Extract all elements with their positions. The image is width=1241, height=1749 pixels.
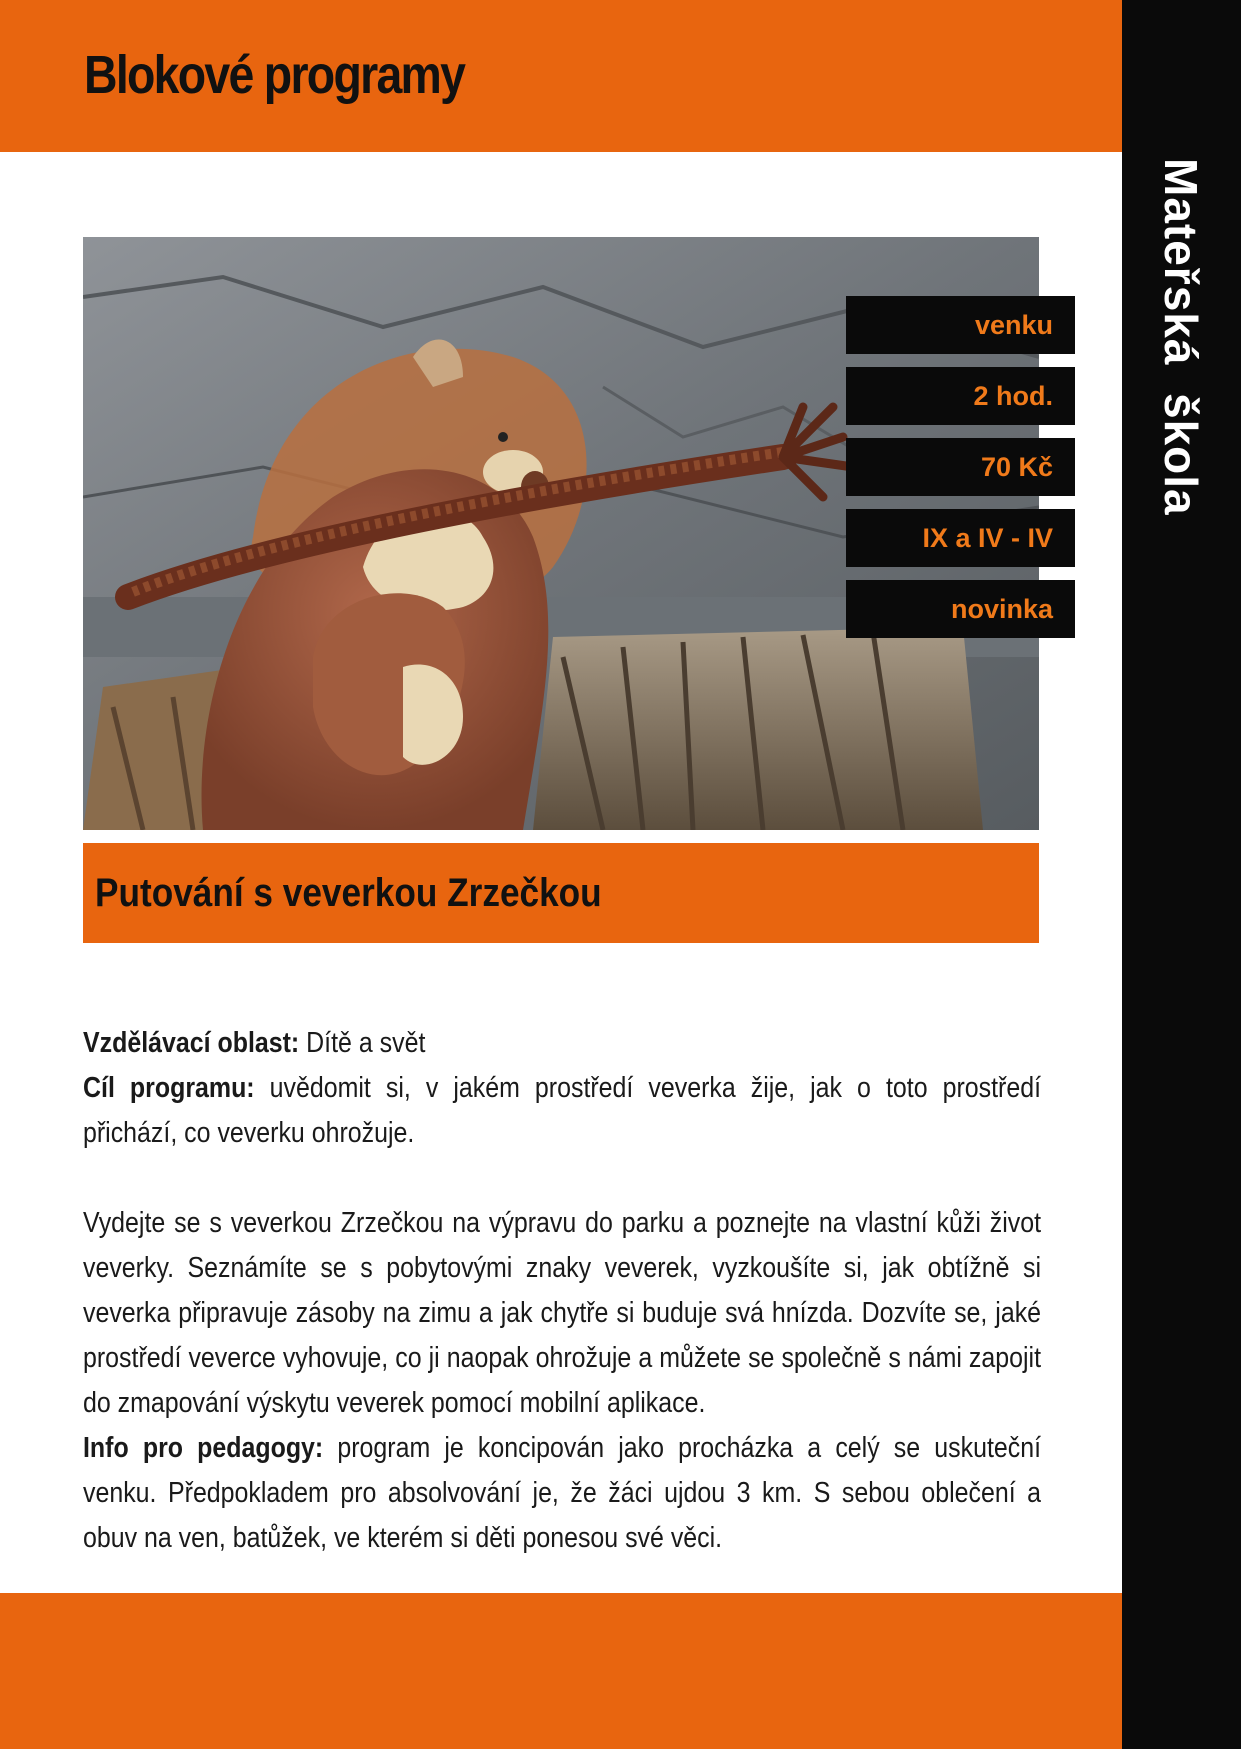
program-title-band (83, 843, 1039, 943)
tag-months: IX a IV - IV (846, 509, 1075, 567)
teacher-info-value: program je koncipován jako procházka a celý se uskuteční venku. Předpokladem pro absolvování je, že žáci ujdou 3 km. S sebou oblečení a obuv na ven, batůžek, ve kterém si děti ponesou své věci. (83, 1432, 1042, 1554)
side-label (1154, 158, 1208, 516)
page-title: Blokové programy (84, 45, 465, 105)
teacher-info (83, 1426, 1041, 1561)
footer-band (0, 1593, 1122, 1749)
program-goal-value: uvědomit si, v jakém prostředí veverka žije, jak o toto prostředí přichází, co veverku ohrožuje. (83, 1072, 1042, 1149)
tag-new: novinka (846, 580, 1075, 638)
education-area-value: Dítě a svět (299, 1027, 426, 1059)
program-title: Putování s veverkou Zrzečkou (95, 870, 602, 915)
tag-duration: 2 hod. (846, 367, 1075, 425)
tag-price: 70 Kč (846, 438, 1075, 496)
program-tags (846, 296, 1075, 651)
tag-location: venku (846, 296, 1075, 354)
side-label-part2: škola (1155, 393, 1207, 516)
program-description: Vydejte se s veverkou Zrzečkou na výpravu do parku a poznejte na vlastní kůži život veverky. Seznámíte se s pobytovými znaky veverek, vyzkoušíte si, jak obtížně si veverka připravuje zásoby na zimu a jak chytře si buduje svá hnízda. Dozvíte se, jaké prostředí veverce vyhovuje, co ji naopak ohrožuje a můžete se společně s námi zapojit do zmapování výskytu veverek pomocí mobilní aplikace. (83, 1207, 1042, 1419)
teacher-info-label: Info pro pedagogy: (83, 1432, 324, 1464)
program-details (83, 1021, 1041, 1561)
side-label-part1: Mateřská (1155, 158, 1207, 366)
header-band (0, 0, 1122, 152)
education-area (83, 1021, 1041, 1066)
education-area-label: Vzdělávací oblast: (83, 1027, 300, 1059)
program-goal (83, 1066, 1041, 1156)
program-goal-label: Cíl programu: (83, 1072, 255, 1104)
